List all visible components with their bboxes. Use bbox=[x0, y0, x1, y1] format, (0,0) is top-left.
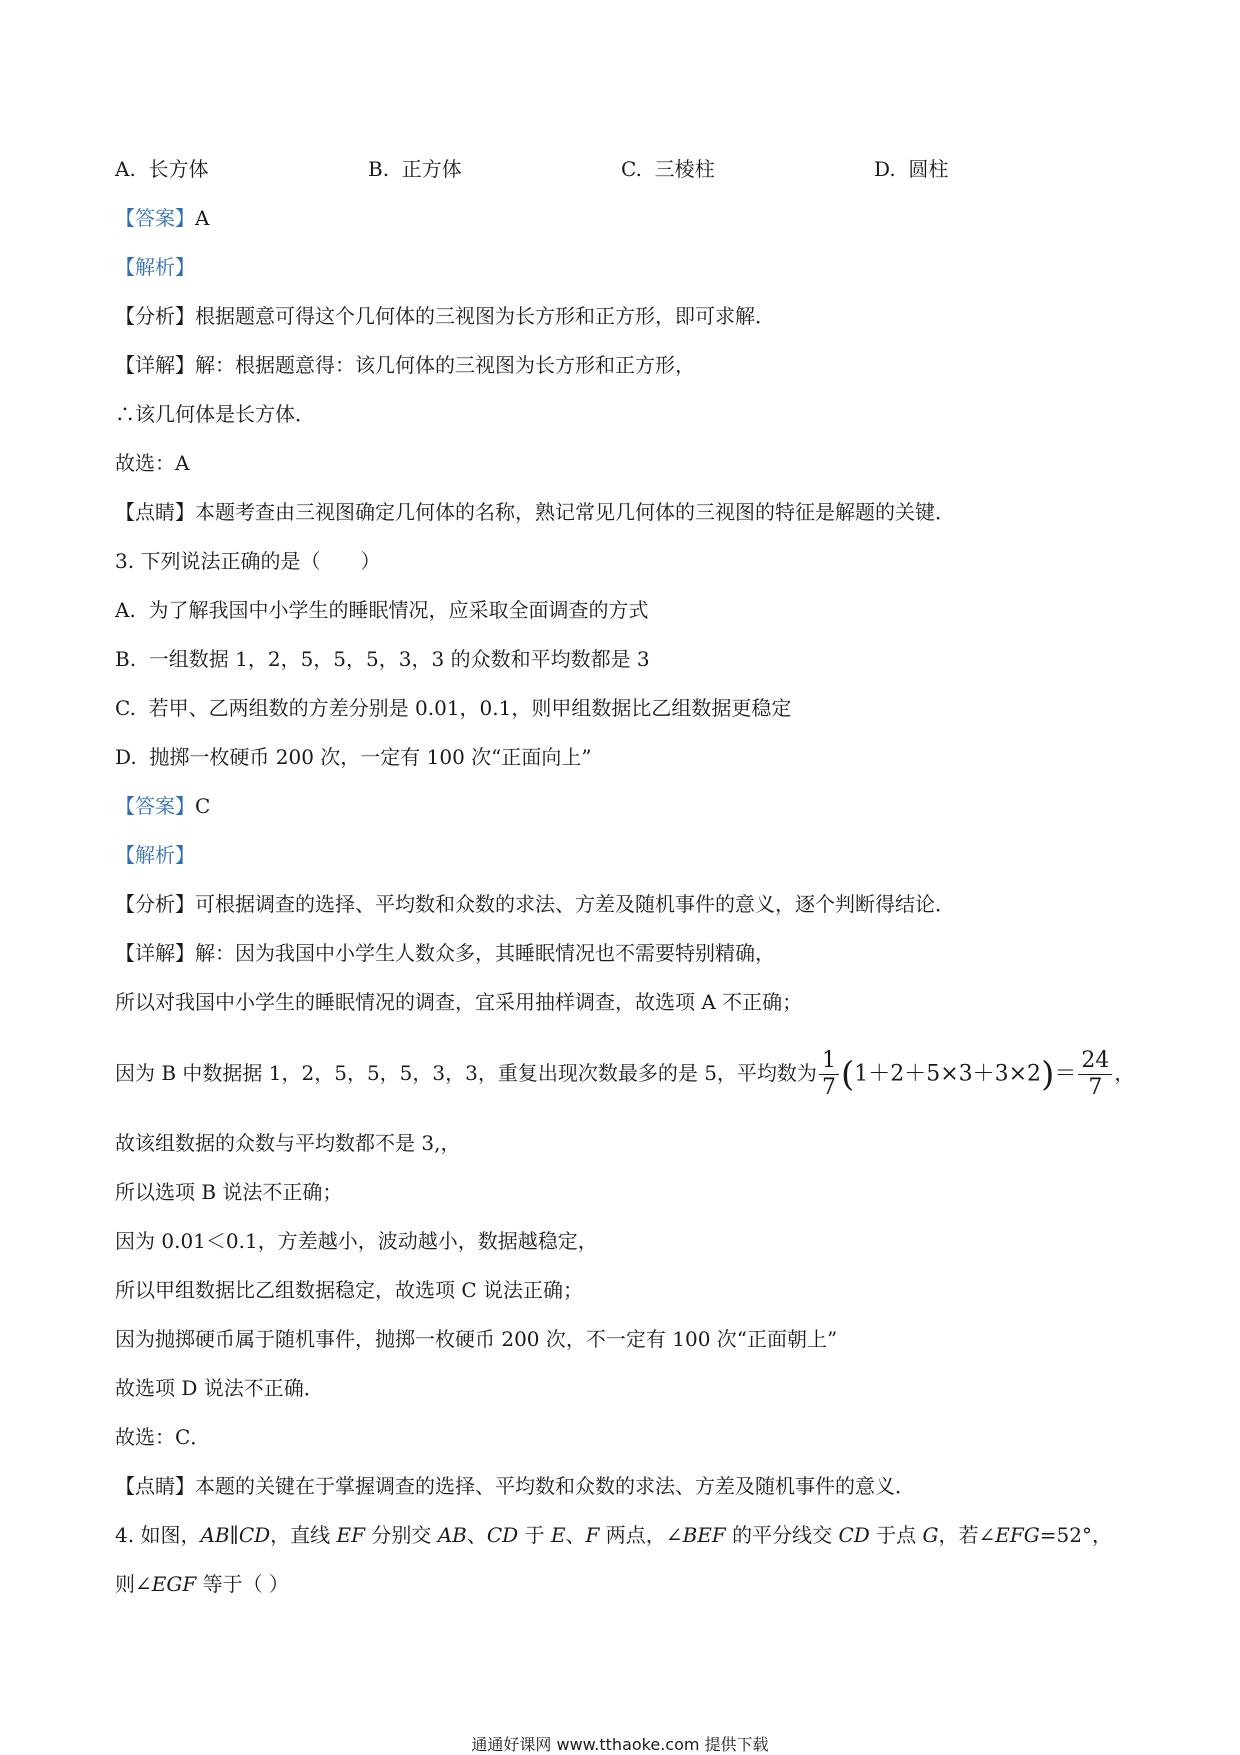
q3-xiangjie: 【详解】解：因为我国中小学生人数众多，其睡眠情况也不需要特别精确， bbox=[115, 941, 775, 965]
q3-option-b: B. 一组数据 1，2，5，5，5，3，3 的众数和平均数都是 3 bbox=[115, 647, 650, 671]
q3-line-c1: 因为 0.01＜0.1，方差越小，波动越小，数据越稳定， bbox=[115, 1229, 598, 1253]
q4-stem-line2: 则∠EGF 等于（ ） bbox=[115, 1572, 289, 1596]
q3-option-c: C. 若甲、乙两组数的方差分别是 0.01，0.1，则甲组数据比乙组数据更稳定 bbox=[115, 696, 792, 720]
q3-line-b-formula: 因为 B 中数据据 1，2，5，5，5，3，3，重复出现次数最多的是 5，平均数为 $\frac{1}{7}$ (1＋2＋5×3＋3×2)＝ $\frac{24}{7}$ ， bbox=[115, 1048, 1135, 1100]
answer-tag: 【答案】 bbox=[115, 206, 195, 230]
q3-fenxi: 【分析】可根据调查的选择、平均数和众数的求法、方差及随机事件的意义，逐个判断得结论． bbox=[115, 892, 955, 916]
q2-xiangjie: 【详解】解：根据题意得：该几何体的三视图为长方形和正方形， bbox=[115, 353, 695, 377]
q3-choose: 故选：C． bbox=[115, 1425, 211, 1449]
q3-line-d2: 故选项 D 说法不正确． bbox=[115, 1376, 324, 1400]
right-paren: ) bbox=[1041, 1054, 1055, 1095]
page-footer: 通通好课网 www.tthaoke.com 提供下载 bbox=[471, 1735, 769, 1754]
q3-line-b3: 所以选项 B 说法不正确； bbox=[115, 1180, 343, 1204]
q2-conclusion: ∴该几何体是长方体． bbox=[115, 402, 315, 426]
q3-stem: 3. 下列说法正确的是（ ） bbox=[115, 549, 381, 573]
q2-option-c: C. 三棱柱 bbox=[621, 157, 715, 181]
q3-dianjing: 【点睛】本题的关键在于掌握调查的选择、平均数和众数的求法、方差及随机事件的意义． bbox=[115, 1474, 915, 1498]
q3-answer: 【答案】C bbox=[115, 794, 211, 818]
q3-line-d1: 因为抛掷硬币属于随机事件，抛掷一枚硬币 200 次，不一定有 100 次“正面朝上” bbox=[115, 1327, 838, 1351]
q3-analysis-heading: 【解析】 bbox=[115, 843, 195, 867]
fraction-one-seventh: $\frac{1}{7}$ bbox=[819, 1048, 839, 1101]
q3-option-d: D. 抛掷一枚硬币 200 次，一定有 100 次“正面向上” bbox=[115, 745, 592, 769]
q3-line-b2: 故该组数据的众数与平均数都不是 3,， bbox=[115, 1131, 461, 1155]
q3-line-a: 所以对我国中小学生的睡眠情况的调查，宜采用抽样调查，故选项 A 不正确； bbox=[115, 990, 803, 1014]
fraction-24-sevenths: $\frac{24}{7}$ bbox=[1078, 1048, 1112, 1101]
q4-stem-line1: 4. 如图，AB∥CD，直线 EF 分别交 AB、CD 于 E、F 两点，∠BEF 的平分线交 CD 于点 G，若∠EFG=52°， bbox=[115, 1523, 1112, 1547]
q2-dianjing: 【点睛】本题考查由三视图确定几何体的名称，熟记常见几何体的三视图的特征是解题的关键． bbox=[115, 500, 955, 524]
q2-choose: 故选：A bbox=[115, 451, 190, 475]
answer-tag: 【答案】 bbox=[115, 794, 195, 818]
q3-option-a: A. 为了解我国中小学生的睡眠情况，应采取全面调查的方式 bbox=[115, 598, 649, 622]
q2-answer: 【答案】A bbox=[115, 206, 210, 230]
q2-fenxi: 【分析】根据题意可得这个几何体的三视图为长方形和正方形，即可求解． bbox=[115, 304, 775, 328]
q2-analysis-heading: 【解析】 bbox=[115, 255, 195, 279]
left-paren: ( bbox=[840, 1054, 855, 1095]
q2-option-b: B. 正方体 bbox=[368, 157, 462, 181]
q2-option-a: A. 长方体 bbox=[115, 157, 209, 181]
q3-line-c2: 所以甲组数据比乙组数据稳定，故选项 C 说法正确； bbox=[115, 1278, 584, 1302]
q2-option-d: D. 圆柱 bbox=[874, 157, 949, 181]
